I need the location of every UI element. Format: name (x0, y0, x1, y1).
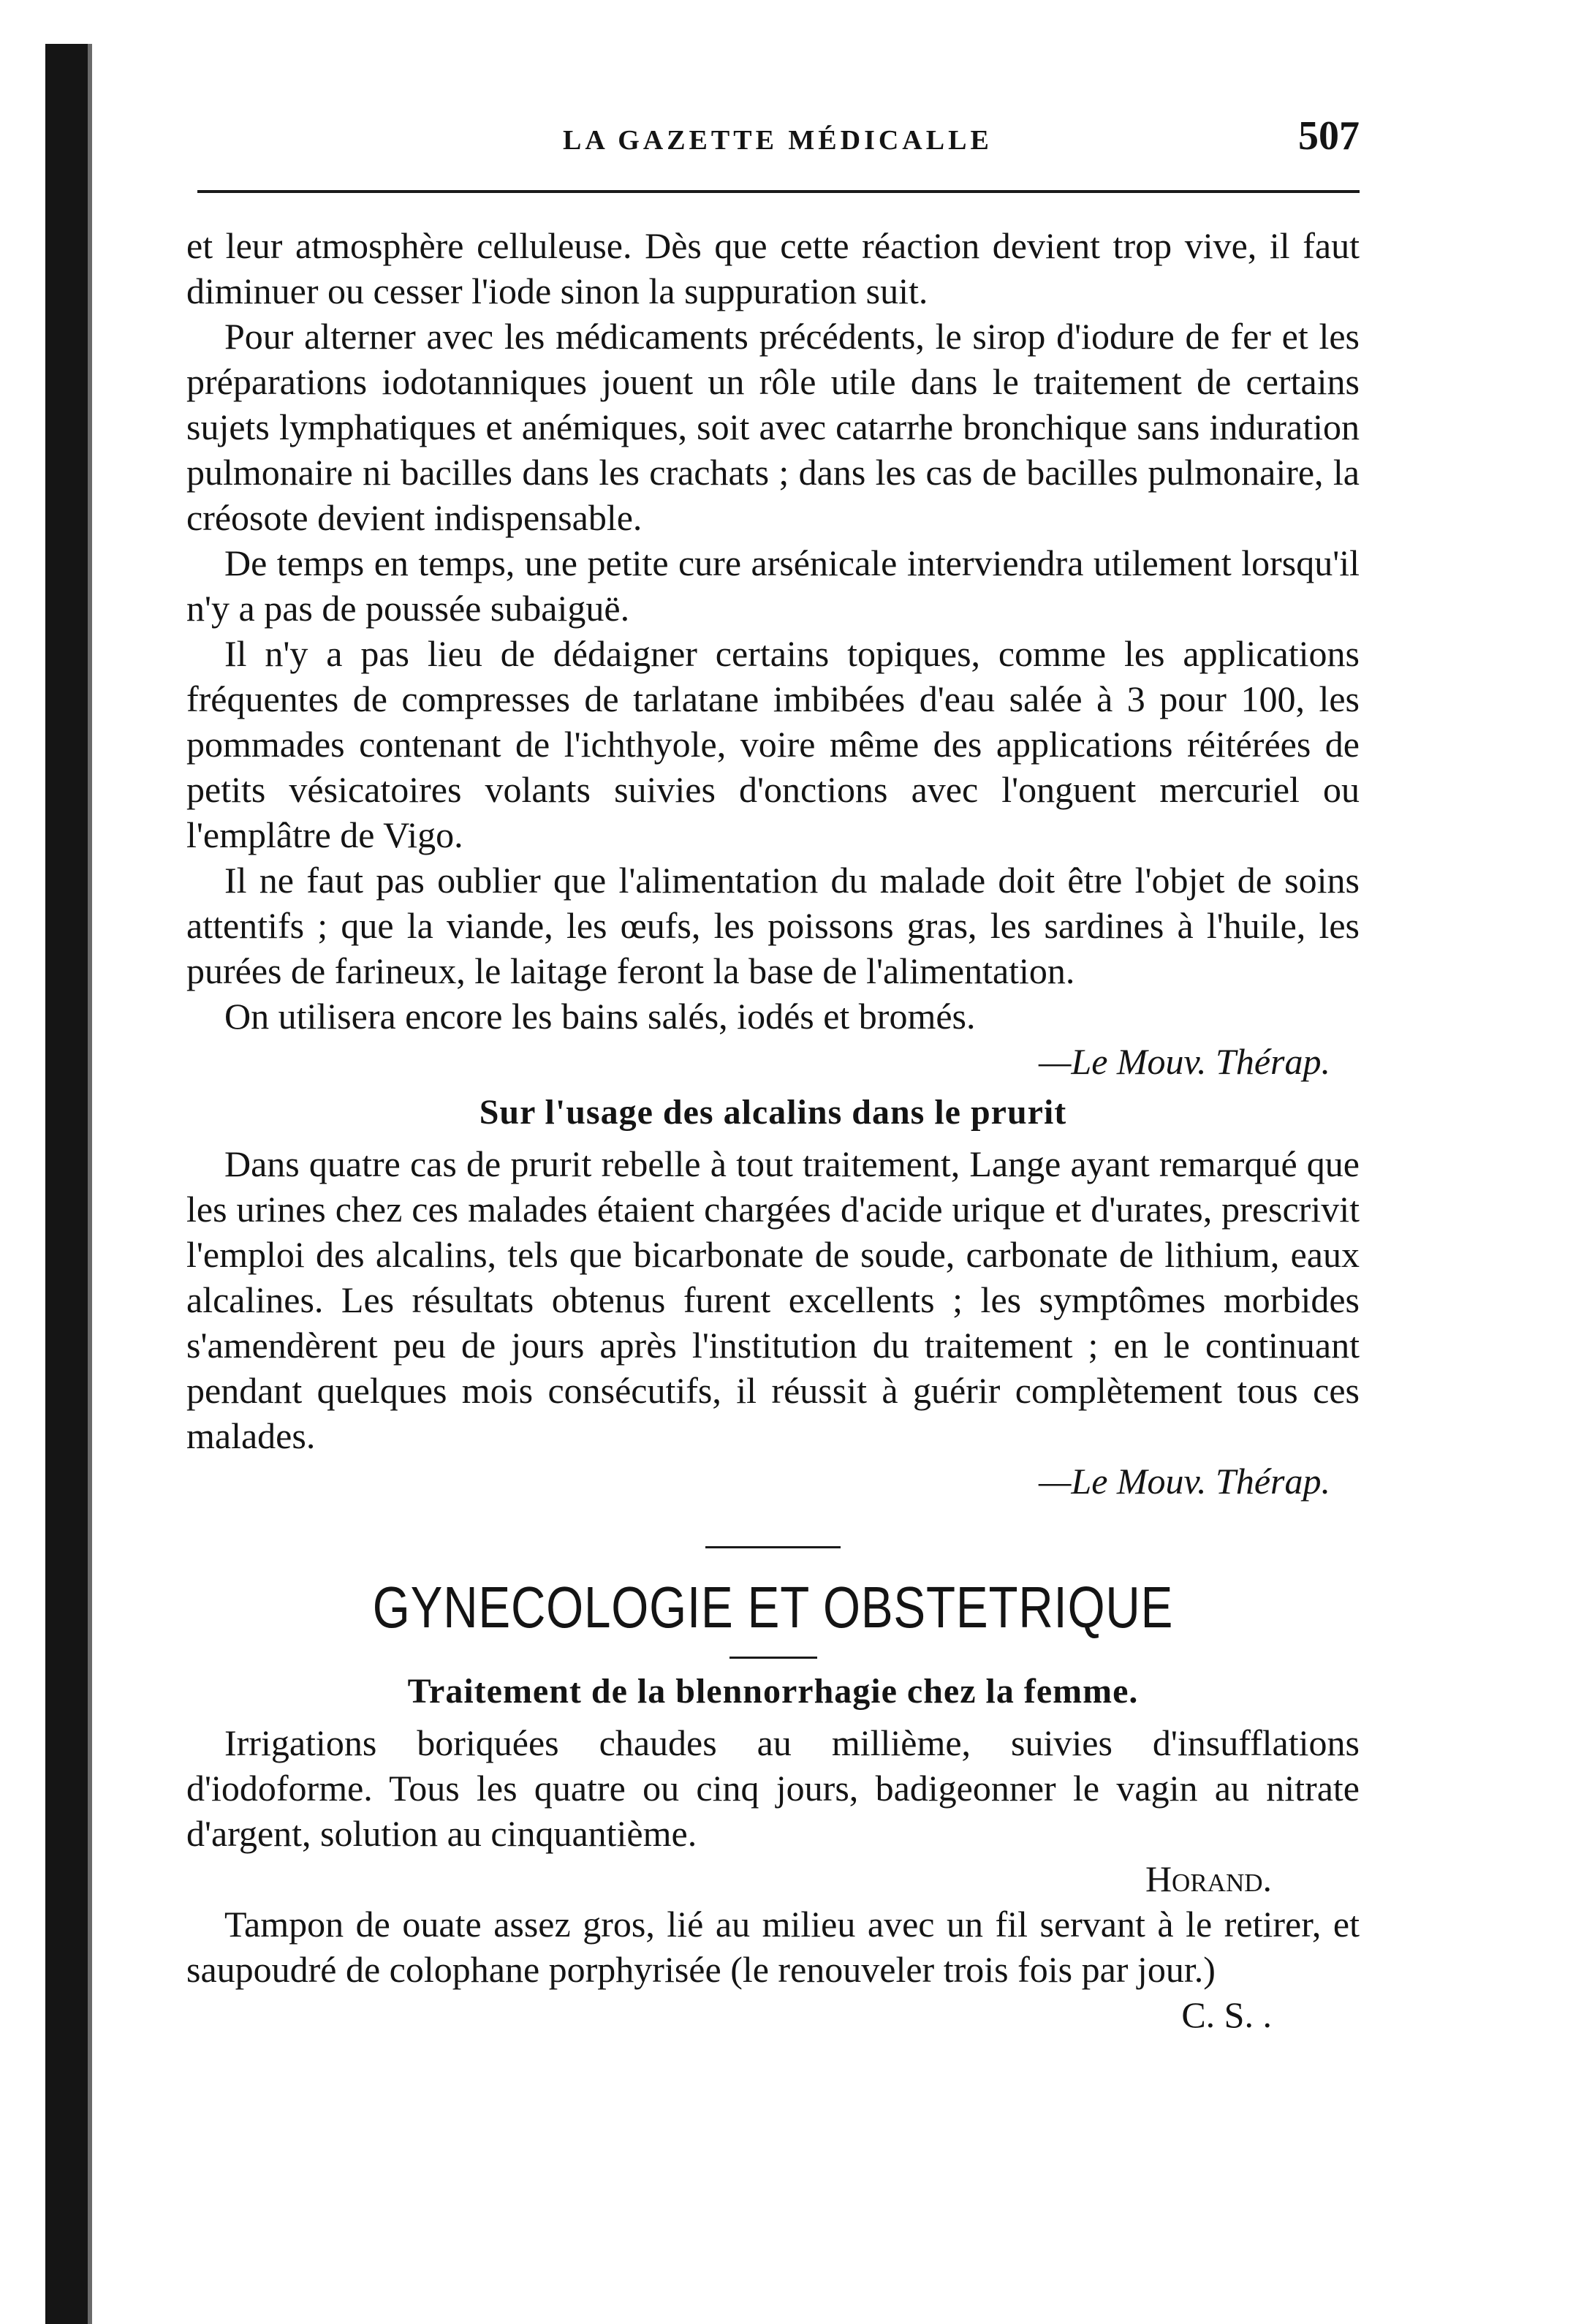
author-signature: C. S. . (1181, 1994, 1272, 2035)
source-citation: —Le Mouv. Thérap. (1038, 1461, 1330, 1502)
author-signature: Horand. (1145, 1858, 1272, 1899)
paragraph: Dans quatre cas de prurit rebelle à tout traitement, Lange ayant remarqué que les urines chez ces malades étaient chargées d'acide urique et d'urates, prescrivit l'emploi des alcalins, tels que bicarbonate de soude, carbonate de lithium, eaux alcalines. Les résultats obtenus furent excellents ; les symptômes morbides s'amendèrent peu de jours après l'institution du traitement ; en le continuant pendant quelques mois consécutifs, il réussit à guérir complètement tous ces malades. (186, 1143, 1360, 1456)
section-title-rule (729, 1657, 817, 1659)
paragraph: et leur atmosphère celluleuse. Dès que cette réaction devient trop vive, il faut diminuer ou cesser l'iode sinon la suppuration suit. (186, 225, 1360, 311)
paragraph: Irrigations boriquées chaudes au millième, suivies d'insufflations d'iodoforme. Tous les quatre ou cinq jours, badigeonner le vagin au nitrate d'argent, solution au cinquantième. (186, 1722, 1360, 1854)
header-rule (197, 190, 1360, 193)
paragraph: Tampon de ouate assez gros, lié au milieu avec un fil servant à le retirer, et saupoudré de colophane porphyrisée (le renouveler trois fois par jour.) (186, 1904, 1360, 1990)
page-number: 507 (1298, 113, 1360, 159)
source-citation: —Le Mouv. Thérap. (1038, 1041, 1330, 1082)
paragraph: De temps en temps, une petite cure arsénicale interviendra utilement lorsqu'il n'y a pas de poussée subaiguë. (186, 542, 1360, 629)
journal-title: LA GAZETTE MÉDICALLE (563, 125, 993, 156)
article-heading: Traitement de la blennorrhagie chez la femme. (407, 1672, 1139, 1711)
running-head (197, 110, 1360, 168)
section-divider (705, 1546, 841, 1548)
paragraph: Il n'y a pas lieu de dédaigner certains topiques, comme les applications fréquentes de compresses de tarlatane imbibées d'eau salée à 3 pour 100, les pommades contenant de l'ichthyole, voire même des applications réitérées de petits vésicatoires volants suivies d'onctions avec l'onguent mercuriel ou l'emplâtre de Vigo. (186, 633, 1360, 855)
book-spine-shadow (45, 44, 88, 2324)
page-body (186, 223, 1360, 2037)
section-title: GYNECOLOGIE ET OBSTETRIQUE (372, 1575, 1174, 1640)
paragraph: Il ne faut pas oublier que l'alimentation du malade doit être l'objet de soins attentifs ; que la viande, les œufs, les poissons gras, les sardines à l'huile, les purées de farineux, le laitage feront la base de l'alimentation. (186, 860, 1360, 991)
paragraph: Pour alterner avec les médicaments précédents, le sirop d'iodure de fer et les préparations iodotanniques jouent un rôle utile dans le traitement de certains sujets lymphatiques et anémiques, soit avec catarrhe bronchique sans induration pulmonaire ni bacilles dans les crachats ; dans les cas de bacilles pulmonaire, la créosote devient indispensable. (186, 316, 1360, 538)
book-spine-edge (88, 44, 92, 2324)
article-heading: Sur l'usage des alcalins dans le prurit (479, 1093, 1067, 1132)
paragraph: On utilisera encore les bains salés, iodés et bromés. (224, 996, 976, 1037)
